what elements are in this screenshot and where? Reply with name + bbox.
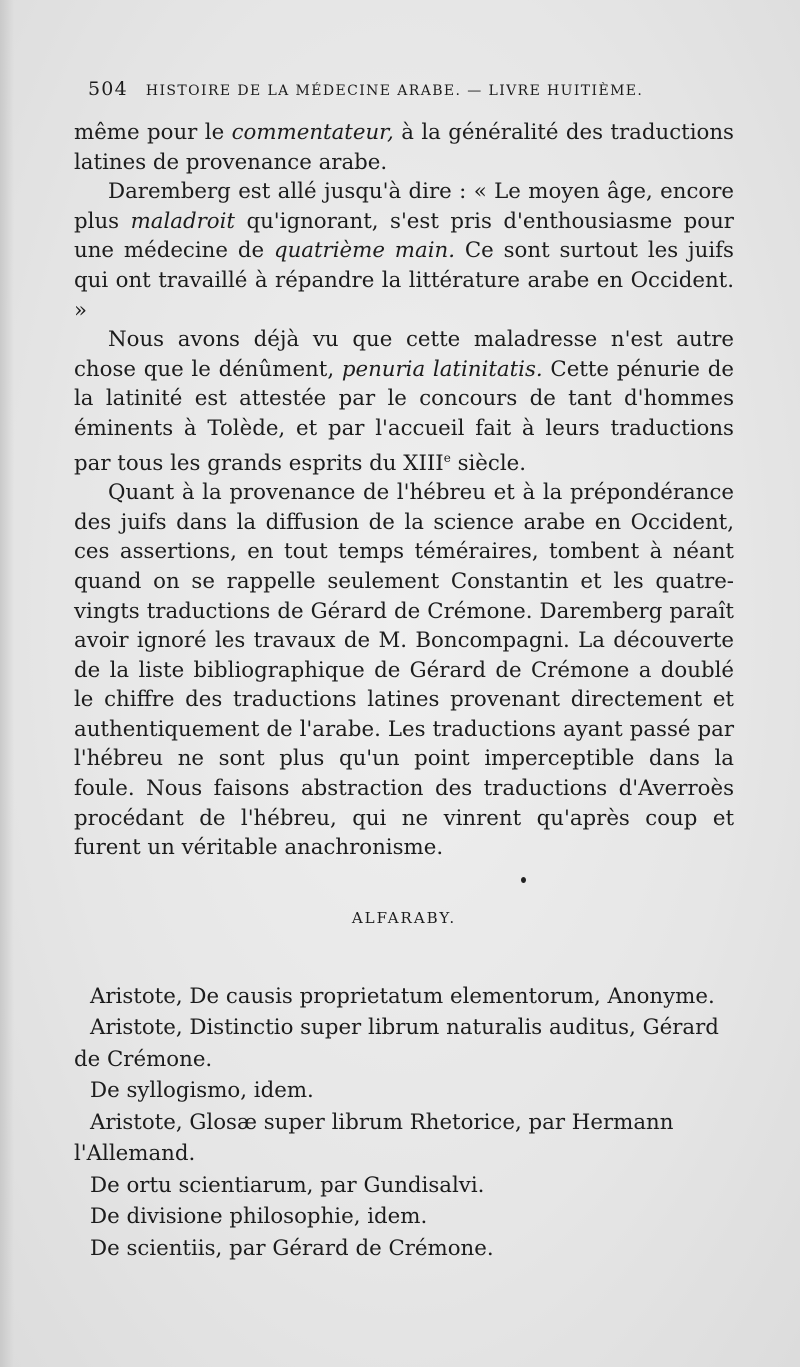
paragraph-1-italic: commentateur, bbox=[231, 120, 394, 145]
bibliography-item bbox=[74, 981, 734, 1013]
bibliography-item bbox=[74, 1201, 734, 1233]
bibliography-item-line2: de Crémone. bbox=[74, 1046, 213, 1072]
paragraph-3-italic: penuria latinitatis. bbox=[341, 356, 543, 382]
paragraph-2 bbox=[74, 177, 734, 325]
bibliography-item bbox=[74, 1233, 734, 1265]
paragraph-1 bbox=[74, 118, 734, 177]
paragraph-2-italic-b: maladroit bbox=[130, 208, 235, 234]
bibliography-item-line2: l'Allemand. bbox=[74, 1141, 196, 1167]
paragraph-3-text-c: Cette pénurie de la latinité est attestée par le concours de tant d'hommes éminents à Tolède, et par l'accueil fait à leurs traductions par tous les grands esprits du XIII bbox=[74, 356, 734, 476]
bibliography-item bbox=[74, 1075, 734, 1107]
bibliography-list bbox=[74, 981, 734, 1265]
paragraph-3-text-a: Nous avons déjà vu que cette maladresse n'est autre chose que le dénûment, bbox=[74, 327, 734, 382]
paragraph-2-italic-d: quatrième main. bbox=[273, 238, 455, 264]
paragraph-1-text-a: même pour le bbox=[74, 120, 232, 145]
bibliography-item-line1: Aristote, De causis proprietatum elementorum, Anonyme. bbox=[90, 983, 715, 1009]
paragraph-3 bbox=[74, 325, 734, 478]
bibliography-item bbox=[74, 1012, 734, 1075]
bibliography-item-line1: Aristote, Distinctio super librum naturalis auditus, Gérard bbox=[90, 1015, 719, 1041]
paragraph-2-text-c: qu'ignorant, s'est pris d'enthousiasme pour une médecine de bbox=[74, 208, 734, 264]
paragraph-2-text-e: Ce sont surtout les juifs qui ont travaillé à répandre la littérature arabe en Occident. » bbox=[74, 238, 734, 323]
bibliography-item bbox=[74, 1107, 734, 1170]
paragraph-2-text-a: Daremberg est allé jusqu'à dire : « Le moyen âge, encore plus bbox=[74, 179, 734, 234]
bibliography-item-line1: De divisione philosophie, idem. bbox=[90, 1204, 428, 1230]
bibliography-item-line1: De ortu scientiarum, par Gundisalvi. bbox=[90, 1172, 485, 1198]
bibliography-item bbox=[74, 1170, 734, 1202]
separator bbox=[74, 863, 734, 905]
paragraph-4: Quant à la provenance de l'hébreu et à la prépondérance des juifs dans la diffusion de la science arabe en Occident, ces assertions, en tout temps téméraires, tombent à néant quand on se rappelle seulement Constantin et les quatre-vingts traductions de Gérard de Crémone. Daremberg paraît avoir ignoré les travaux de M. Boncompagni. La découverte de la liste bibliographique de Gérard de Crémone a doublé le chiffre des traductions latines provenant directement et authentiquement de l'arabe. Les traductions ayant passé par l'hébreu ne sont plus qu'un point imperceptible dans la foule. Nous faisons abstraction des traductions d'Averroès procédant de l'hébreu, qui ne vinrent qu'après coup et furent un véritable anachronisme. bbox=[74, 480, 734, 861]
paragraph-3-text-d: siècle. bbox=[450, 450, 527, 476]
superscript-e: e bbox=[443, 450, 451, 465]
bibliography-item-line1: Aristote, Glosæ super librum Rhetorice, par Hermann bbox=[90, 1109, 674, 1135]
running-head bbox=[88, 78, 734, 108]
text-block bbox=[74, 78, 734, 1264]
section-heading: ALFARABY. bbox=[351, 908, 457, 927]
bibliography-item-line1: De syllogismo, idem. bbox=[90, 1078, 314, 1104]
bibliography-item-line1: De scientiis, par Gérard de Crémone. bbox=[90, 1235, 494, 1261]
printer-dot bbox=[521, 877, 526, 883]
paragraph-1-text-c: à la généralité des traductions latines de provenance arabe. bbox=[74, 120, 734, 175]
page-number: 504 bbox=[88, 78, 128, 100]
running-title: HISTOIRE DE LA MÉDECINE ARABE. — LIVRE HUITIÈME. bbox=[145, 83, 644, 99]
page-edge-shadow bbox=[0, 0, 14, 1367]
